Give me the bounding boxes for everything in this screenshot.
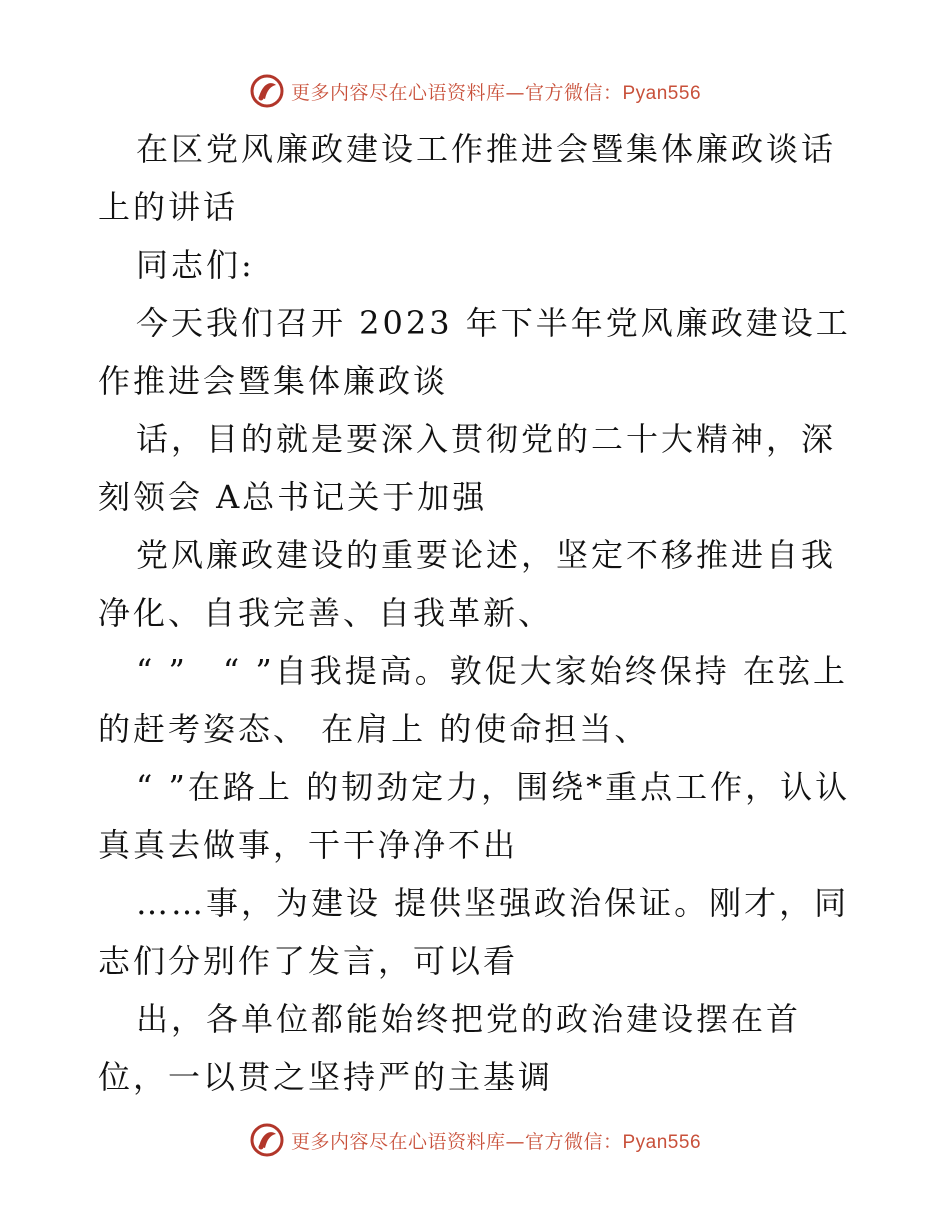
banner-handle: Pyan556 [622,82,702,104]
footer-banner [0,1120,950,1160]
banner-text [291,1127,701,1154]
header-banner [0,71,950,111]
document-body [98,120,858,1106]
banner-label: 更多内容尽在心语资料库—官方微信： [290,1130,623,1153]
logo-icon [249,73,285,109]
body-paragraph: ……事，为建设 提供坚强政治保证。刚才，同志们分别作了发言，可以看 [98,884,850,980]
banner-label: 更多内容尽在心语资料库—官方微信： [290,81,623,104]
salutation: 同志们: [136,246,255,284]
body-paragraph: 话，目的就是要深入贯彻党的二十大精神，深刻领会 A总书记关于加强 [98,420,837,516]
logo-icon [249,1122,285,1158]
banner-handle: Pyan556 [622,1131,702,1153]
body-paragraph: “ ” “ ”自我提高。敦促大家始终保持 在弦上 的赶考姿态、 在肩上 的使命担当、 [98,652,848,748]
body-paragraph: 出，各单位都能始终把党的政治建设摆在首位，一以贯之坚持严的主基调 [98,1000,802,1096]
body-paragraph: “ ”在路上 的韧劲定力，围绕*重点工作，认认真真去做事，干干净净不出 [98,768,851,864]
document-title: 在区党风廉政建设工作推进会暨集体廉政谈话上的讲话 [98,130,837,226]
banner-text [291,78,701,105]
body-paragraph: 今天我们召开 2023 年下半年党风廉政建设工作推进会暨集体廉政谈 [98,304,851,400]
body-paragraph: 党风廉政建设的重要论述，坚定不移推进自我净化、自我完善、自我革新、 [98,536,837,632]
